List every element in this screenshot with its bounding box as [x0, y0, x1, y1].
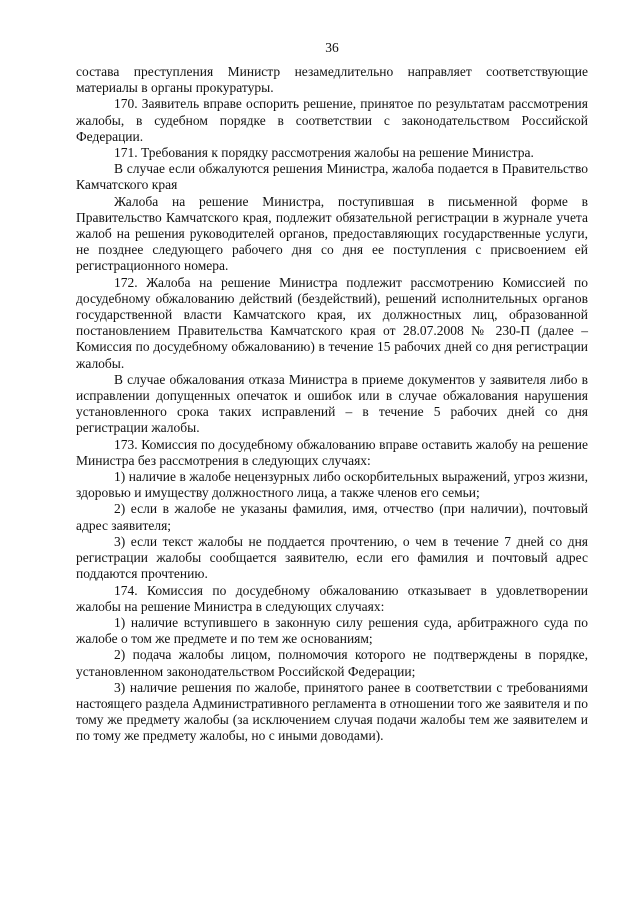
paragraph-171: 171. Требования к порядку рассмотрения жалобы на решение Министра.: [114, 145, 534, 161]
paragraph-173-item-3: 3) если текст жалобы не поддается прочтению, о чем в течение 7 дней со дня регистрации жалобы сообщается заявителю, если его фамилия и почтовый адрес поддаются прочтению.: [76, 533, 588, 582]
paragraph-172-refusal: В случае обжалования отказа Министра в приеме документов у заявителя либо в исправлении допущенных опечаток и ошибок или в случае обжалования нарушения установленного срока таких исправлений – в течение 5 рабочих дней со дня регистрации жалобы.: [76, 371, 588, 436]
paragraph-173: 173. Комиссия по досудебному обжалованию вправе оставить жалобу на решение Министра без рассмотрения в следующих случаях:: [76, 436, 588, 468]
paragraph-171-registration: Жалоба на решение Министра, поступившая в письменной форме в Правительство Камчатского края, подлежит обязательной регистрации в журнале учета жалоб на решения руководителей органов, предоставляющих государственные услуги, не позднее следующего рабочего дня со дня ее поступления с присвоением ей регистрационного номера.: [76, 193, 588, 274]
paragraph-174-item-1: 1) наличие вступившего в законную силу решения суда, арбитражного суда по жалобе о том же предмете и по тем же основаниям;: [76, 614, 588, 647]
paragraph-170: 170. Заявитель вправе оспорить решение, принятое по результатам рассмотрения жалобы, в судебном порядке в соответствии с законодательством Российской Федерации.: [76, 96, 588, 144]
paragraph-174-item-2: 2) подача жалобы лицом, полномочия которого не подтверждены в порядке, установленном законодательством Российской Федерации;: [76, 647, 588, 679]
paragraph-174: 174. Комиссия по досудебному обжалованию отказывает в удовлетворении жалобы на решение Министра в следующих случаях:: [76, 582, 588, 614]
paragraph-continuation: состава преступления Министр незамедлительно направляет соответствующие материалы в органы прокуратуры.: [76, 64, 588, 96]
paragraph-171-appeal: В случае если обжалуются решения Министра, жалоба подается в Правительство Камчатского края: [76, 161, 588, 193]
page-number: 36: [325, 40, 339, 55]
paragraph-173-item-1: 1) наличие в жалобе нецензурных либо оскорбительных выражений, угроз жизни, здоровью и имуществу должностного лица, а также членов его семьи;: [76, 469, 588, 501]
paragraph-172: 172. Жалоба на решение Министра подлежит рассмотрению Комиссией по досудебному обжалованию действий (бездействий), решений исполнительных органов государственной власти Камчатского края, их должностных лиц, образованной постановлением Правительства Камчатского края от 28.07.2008 № 230-П (далее – Комиссия по досудебному обжалованию) в течение 15 рабочих дней со дня регистрации жалобы.: [76, 274, 588, 371]
paragraph-173-item-2: 2) если в жалобе не указаны фамилия, имя, отчество (при наличии), почтовый адрес заявителя;: [76, 501, 588, 533]
paragraph-174-item-3: 3) наличие решения по жалобе, принятого ранее в соответствии с требованиями настоящего раздела Административного регламента в отношении того же заявителя и по тому же предмету жалобы (за исключением случая подачи жалобы тем же заявителем и по тому же предмету жалобы, но с иными доводами).: [76, 679, 588, 744]
